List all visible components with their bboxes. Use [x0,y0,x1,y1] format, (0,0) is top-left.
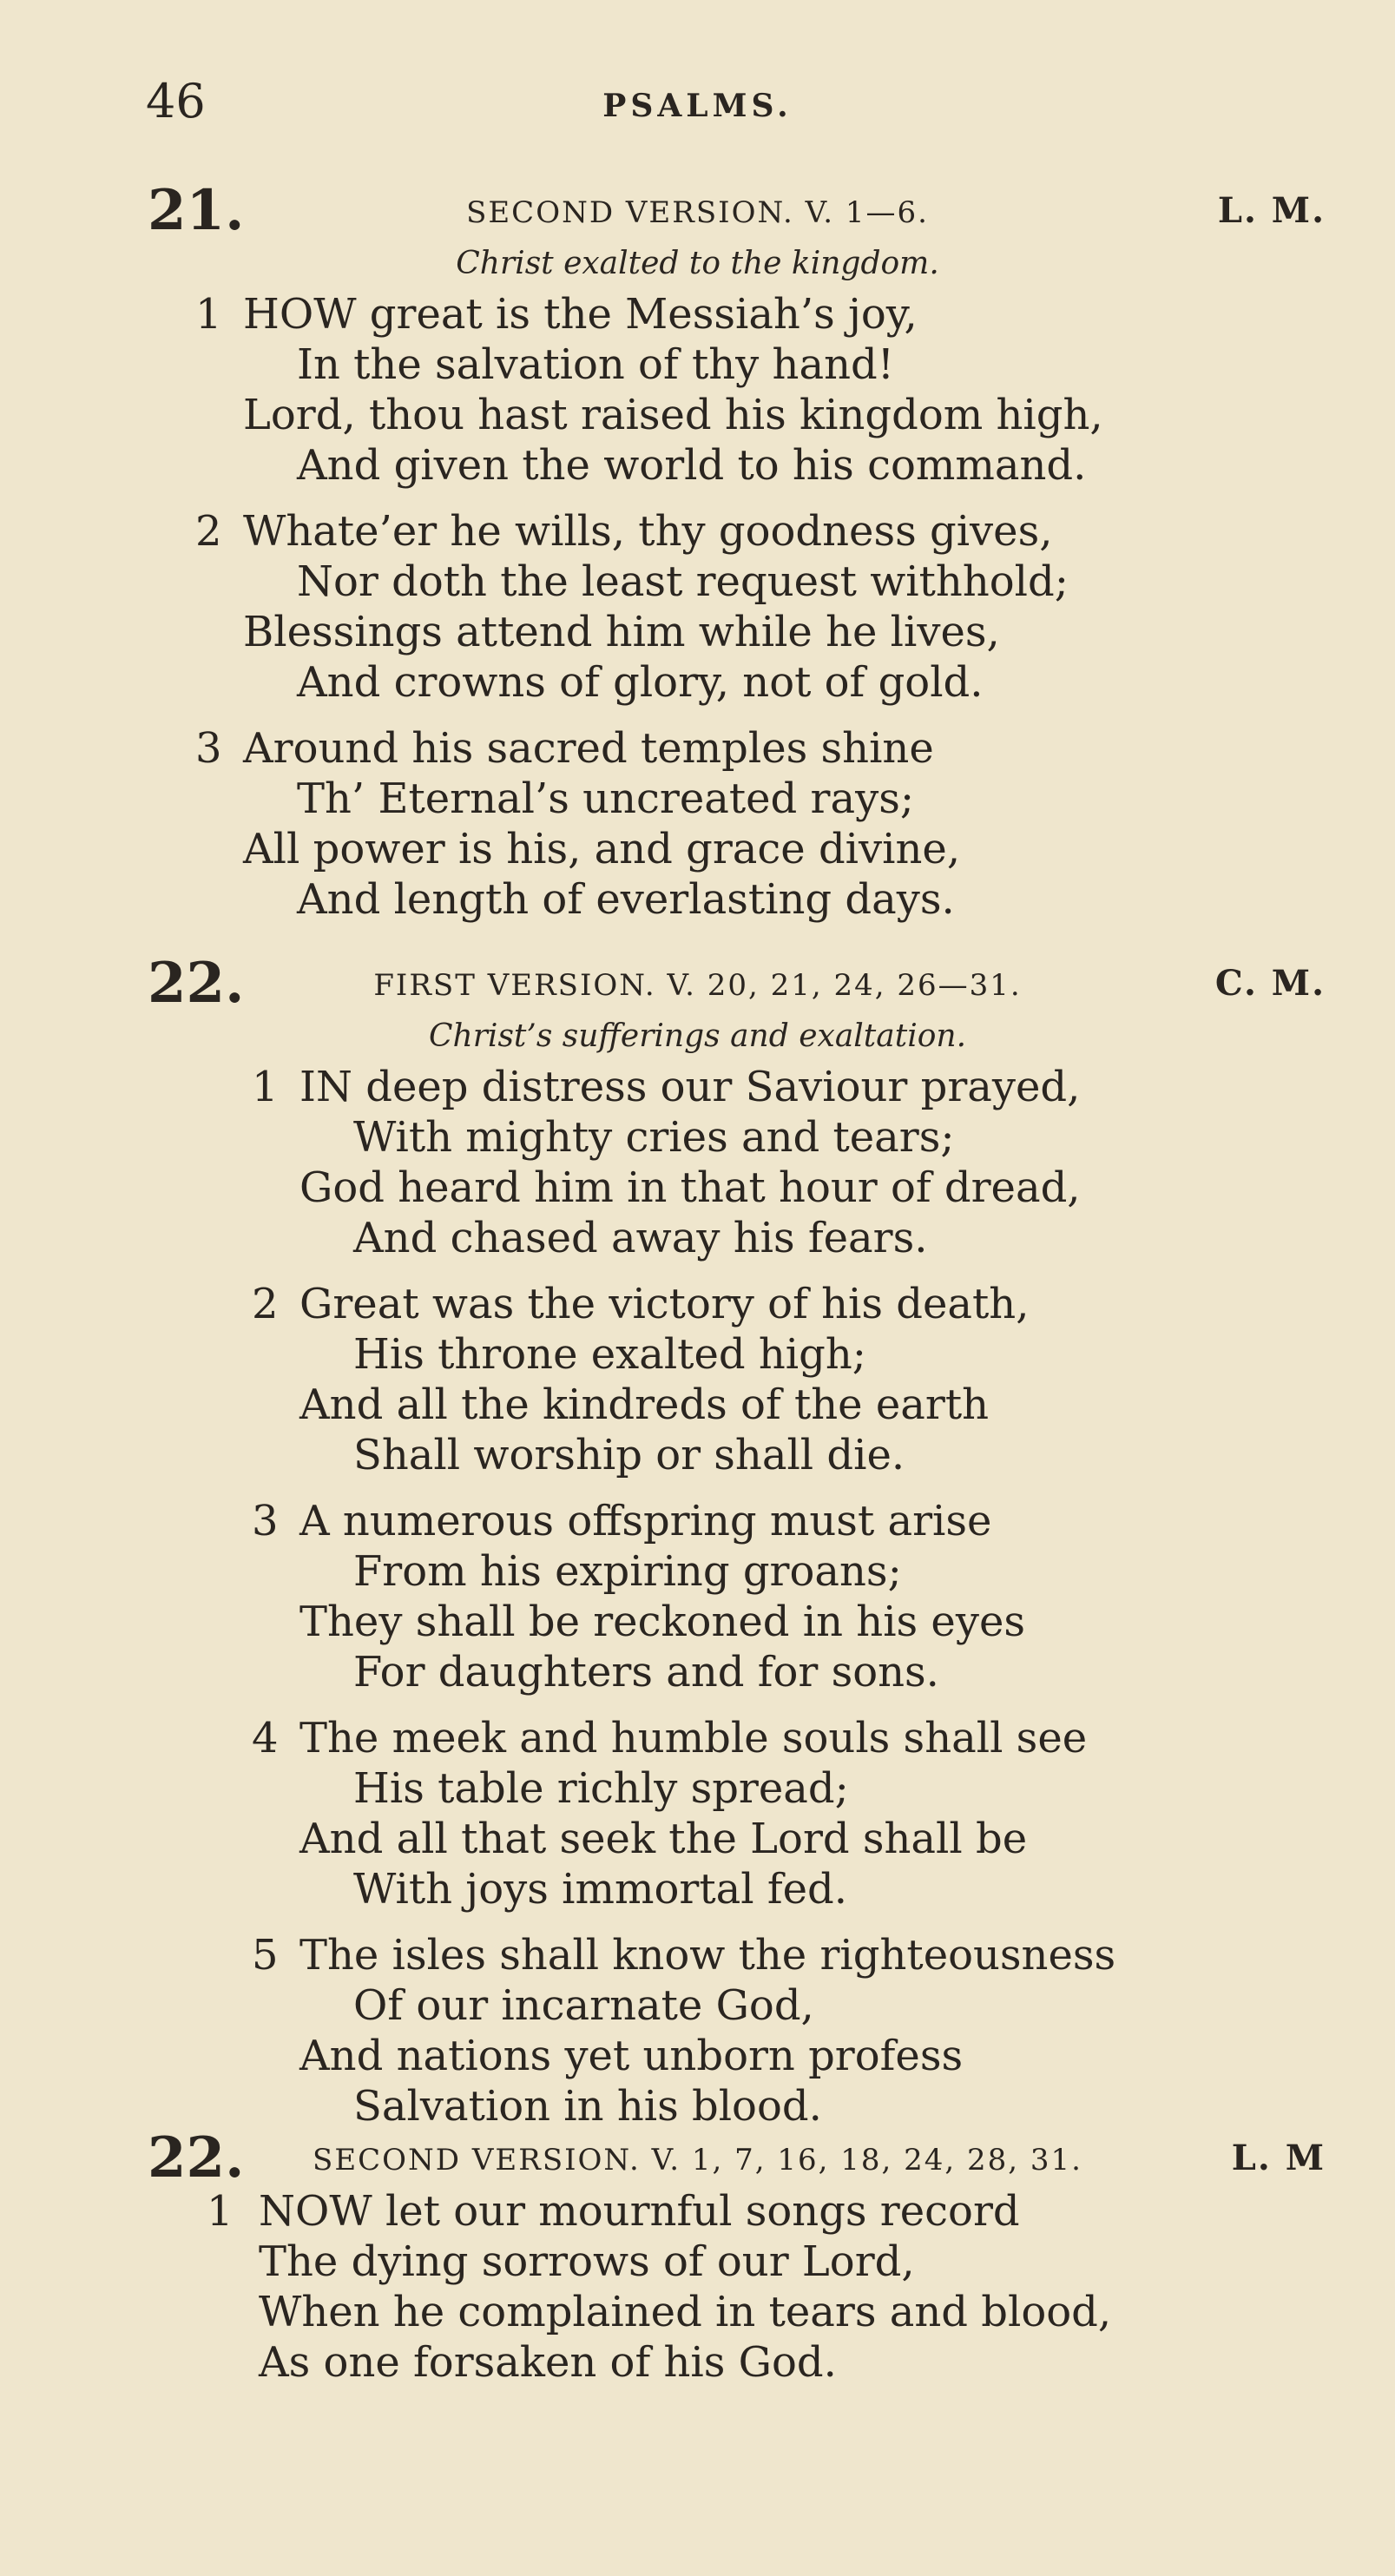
stanza [252,1713,1395,1914]
psalm-number: 22. [148,951,245,1016]
verse-line: NOW let our mournful songs record [259,2187,1020,2236]
verse-line: A numerous offspring must arise [299,1497,992,1545]
verse-line: Nor doth the least request withhold; [297,557,1069,606]
psalm-number: 22. [148,2125,245,2191]
verse-line: Salvation in his blood. [353,2082,822,2131]
stanza-number: 1 [252,1063,279,1111]
stanza [252,1279,1395,1480]
stanza [252,1930,1395,2131]
verse-line: When he complained in tears and blood, [259,2288,1112,2336]
stanza-list [207,2186,1395,2388]
stanza [252,1496,1395,1697]
version-title: FIRST VERSION. V. 20, 21, 24, 26—31. [373,968,1022,1003]
verse-line: The dying sorrows of our Lord, [259,2237,915,2286]
stanza [195,506,1395,708]
verse-line: And chased away his fears. [353,1214,928,1262]
meter-label: L. M. [1217,190,1326,231]
meter-label: C. M. [1214,963,1326,1004]
verse-line: Blessings attend him while he lives, [243,608,1000,656]
version-title: SECOND VERSION. V. 1—6. [466,195,929,230]
verse-line: As one forsaken of his God. [259,2338,837,2387]
verse-line: IN deep distress our Saviour prayed, [299,1063,1081,1111]
verse-line: The isles shall know the righteousness [299,1931,1116,1980]
verse-line: And nations yet unborn profess [299,2032,964,2080]
verse-line: And all that seek the Lord shall be [299,1815,1028,1863]
psalm-header [0,951,1395,1016]
stanza [195,723,1395,925]
verse-line: God heard him in that hour of dread, [299,1163,1081,1212]
verse-line: In the salvation of thy hand! [297,340,895,389]
running-title: PSALMS. [602,88,793,124]
stanza-number: 1 [207,2187,234,2236]
psalm-header [0,2125,1395,2191]
psalm-number: 21. [148,178,245,243]
verse-line: Around his sacred temples shine [243,724,934,773]
psalm-21-second-version [0,178,1395,940]
verse-line: Shall worship or shall die. [353,1431,905,1479]
stanza-number: 3 [252,1497,279,1545]
verse-line: The meek and humble souls shall see [299,1714,1088,1762]
stanza [252,1062,1395,1263]
psalm-22-second-version [0,2125,1395,2403]
verse-line: And length of everlasting days. [297,875,955,924]
verse-line: Of our incarnate God, [353,1981,814,2030]
verse-line: And all the kindreds of the earth [299,1380,990,1429]
verse-line: Whate’er he wills, thy goodness gives, [243,507,1053,556]
stanza-number: 2 [195,507,222,556]
verse-line: Th’ Eternal’s uncreated rays; [297,774,914,823]
verse-line: With mighty cries and tears; [353,1113,955,1162]
stanza [195,289,1395,491]
verse-line: And crowns of glory, not of gold. [297,658,984,707]
stanza [207,2186,1395,2388]
stanza-list [195,289,1395,925]
verse-line: All power is his, and grace divine, [243,825,961,873]
meter-label: L. M [1231,2138,1326,2178]
stanza-number: 3 [195,724,222,773]
psalm-header [0,178,1395,243]
stanza-list [252,1062,1395,2131]
verse-line: HOW great is the Messiah’s joy, [243,290,918,339]
stanza-number: 5 [252,1931,279,1980]
version-title: SECOND VERSION. V. 1, 7, 16, 18, 24, 28, 31. [313,2143,1082,2177]
verse-line: His throne exalted high; [353,1330,866,1379]
stanza-number: 2 [252,1280,279,1328]
verse-line: His table richly spread; [353,1764,849,1813]
verse-line: And given the world to his command. [297,441,1087,490]
psalm-subtitle: Christ exalted to the kingdom. [456,246,939,281]
stanza-number: 1 [195,290,222,339]
verse-line: They shall be reckoned in his eyes [299,1598,1025,1646]
verse-line: Great was the victory of his death, [299,1280,1030,1328]
verse-line: With joys immortal fed. [353,1865,847,1914]
psalm-22-first-version [0,951,1395,2147]
psalm-subtitle: Christ’s sufferings and exaltation. [428,1018,967,1054]
page-number: 46 [146,74,206,128]
verse-line: From his expiring groans; [353,1547,902,1596]
verse-line: Lord, thou hast raised his kingdom high, [243,391,1103,439]
running-head [0,74,1395,135]
verse-line: For daughters and for sons. [353,1648,939,1696]
stanza-number: 4 [252,1714,279,1762]
